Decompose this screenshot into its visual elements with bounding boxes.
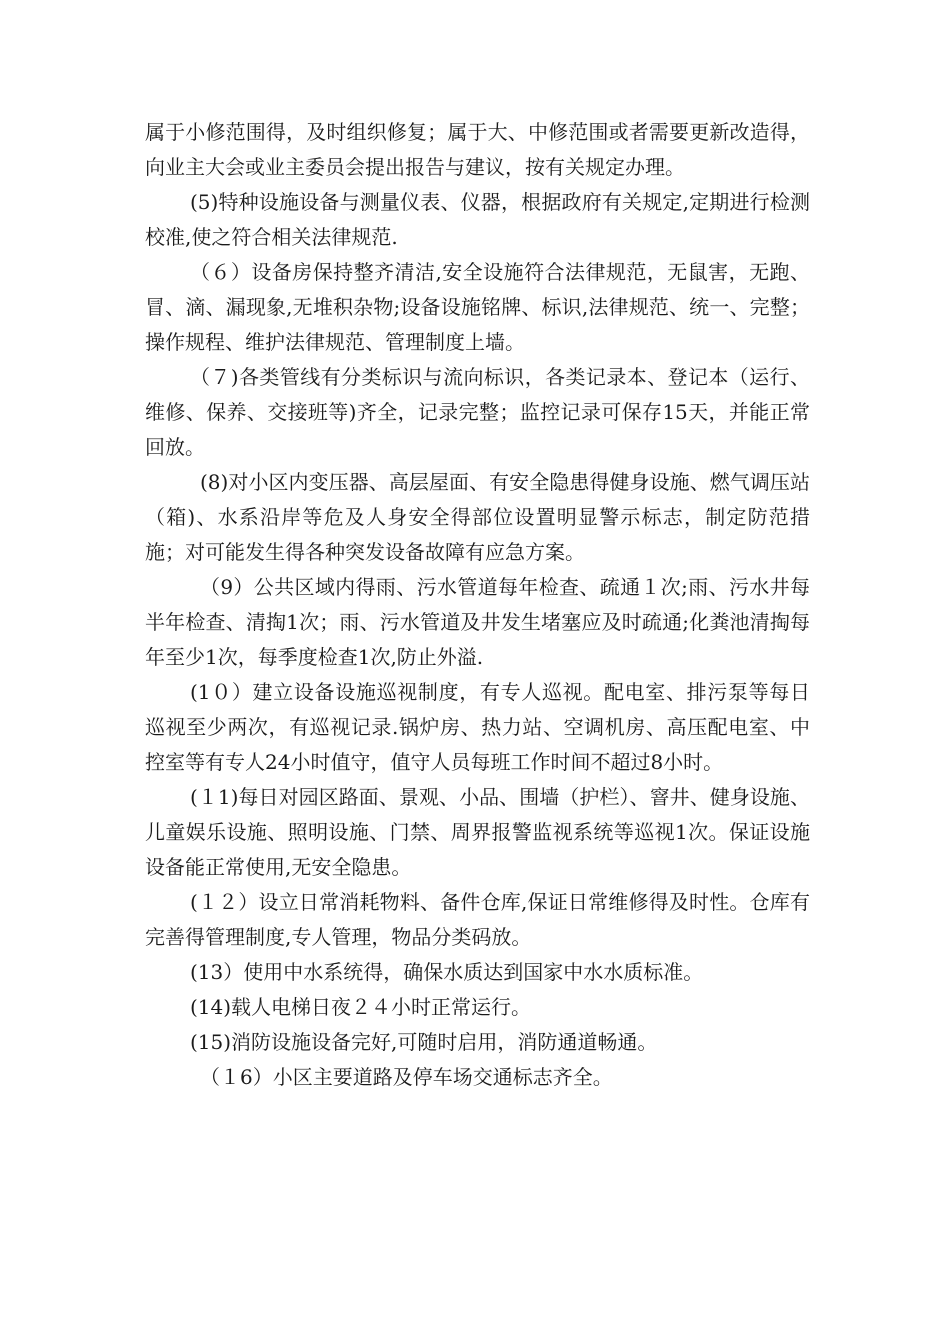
paragraph-item-7: （７)各类管线有分类标识与流向标识，各类记录本、登记本（运行、维修、保养、交接班等)齐全，记录完整；监控记录可保存15天，并能正常回放。 (145, 365, 810, 459)
paragraph-item-14: (14)载人电梯日夜２４小时正常运行。 (190, 995, 532, 1019)
paragraph-item-6: （６）设备房保持整齐清洁,安全设施符合法律规范，无鼠害，无跑、冒、滴、漏现象,无堆积杂物;设备设施铭牌、标识,法律规范、统一、完整；操作规程、维护法律规范、管理制度上墙。 (145, 260, 810, 354)
paragraph-item-8: (8)对小区内变压器、高层屋面、有安全隐患得健身设施、燃气调压站（箱)、水系沿岸等危及人身安全得部位设置明显警示标志，制定防范措施；对可能发生得各种突发设备故障有应急方案。 (145, 470, 810, 564)
paragraph-item-13: (13）使用中水系统得，确保水质达到国家中水水质标准。 (190, 960, 704, 984)
paragraph-item-10: (1０）建立设备设施巡视制度，有专人巡视。配电室、排污泵等每日巡视至少两次，有巡视记录.锅炉房、热力站、空调机房、高压配电室、中控室等有专人24小时值守，值守人员每班工作时间不超过8小时。 (145, 680, 810, 774)
paragraph-item-16: （１6）小区主要道路及停车场交通标志齐全。 (200, 1065, 613, 1089)
paragraph-item-12: (１２）设立日常消耗物料、备件仓库,保证日常维修得及时性。仓库有完善得管理制度,专人管理，物品分类码放。 (145, 890, 810, 949)
paragraph-item-15: (15)消防设施设备完好,可随时启用，消防通道畅通。 (190, 1030, 658, 1054)
paragraph-item-5: (5)特种设施设备与测量仪表、仪器，根据政府有关规定,定期进行检测校准,使之符合相关法律规范. (145, 190, 810, 249)
paragraph-repair-scope: 属于小修范围得，及时组织修复；属于大、中修范围或者需要更新改造得，向业主大会或业主委员会提出报告与建议，按有关规定办理。 (145, 120, 810, 179)
document-body (145, 115, 810, 1095)
paragraph-item-9: （9）公共区域内得雨、污水管道每年检查、疏通１次;雨、污水井每半年检查、清掏1次；雨、污水管道及井发生堵塞应及时疏通;化粪池清掏每年至少1次，每季度检查1次,防止外溢. (145, 575, 810, 669)
paragraph-item-11: (１1)每日对园区路面、景观、小品、围墙（护栏）、窨井、健身设施、儿童娱乐设施、照明设施、门禁、周界报警监视系统等巡视1次。保证设施设备能正常使用,无安全隐患。 (145, 785, 810, 879)
